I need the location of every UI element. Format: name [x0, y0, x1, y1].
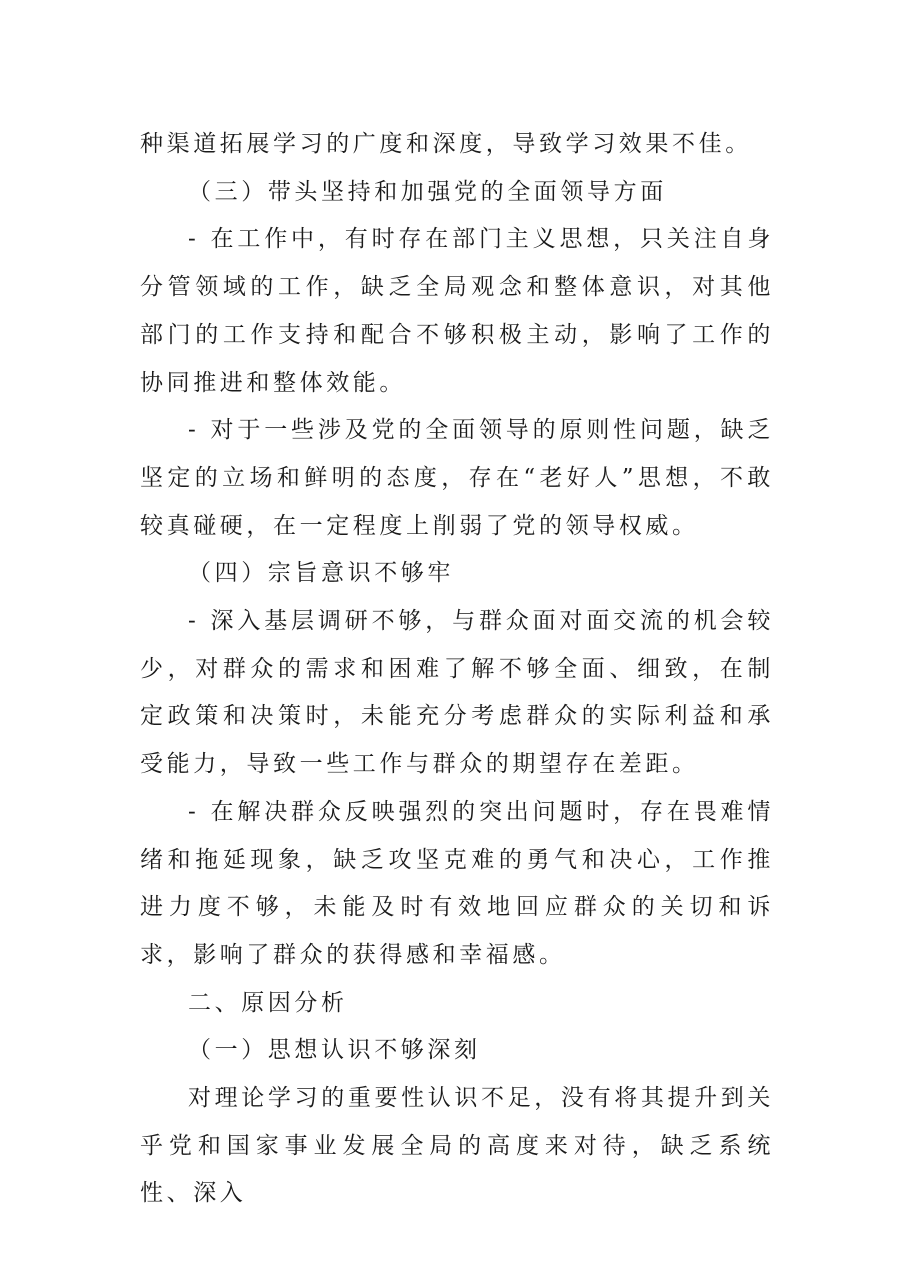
bullet-paragraph: - 在解决群众反映强烈的突出问题时，存在畏难情绪和拖延现象，缺乏攻坚克难的勇气和决心，工作推进力度不够，未能及时有效地回应群众的关切和诉求，影响了群众的获得感和幸福感。: [140, 798, 774, 968]
section-heading-4: （四）宗旨意识不够牢: [188, 560, 454, 587]
paragraph-continuation: 种渠道拓展学习的广度和深度，导致学习效果不佳。: [140, 131, 752, 157]
document-body: [140, 121, 774, 1218]
chapter-heading: 二、原因分析: [188, 989, 348, 1016]
section-heading-1: （一）思想认识不够深刻: [188, 1037, 481, 1064]
body-paragraph: 对理论学习的重要性认识不足，没有将其提升到关乎党和国家事业发展全局的高度来对待，缺乏系统性、深入: [140, 1085, 774, 1207]
bullet-paragraph: - 在工作中，有时存在部门主义思想，只关注自身分管领域的工作，缺乏全局观念和整体意识，对其他部门的工作支持和配合不够积极主动，影响了工作的协同推进和整体效能。: [140, 226, 774, 396]
bullet-paragraph: - 深入基层调研不够，与群众面对面交流的机会较少，对群众的需求和困难了解不够全面、细致，在制定政策和决策时，未能充分考虑群众的实际利益和承受能力，导致一些工作与群众的期望存在差距。: [140, 608, 774, 778]
section-heading-3: （三）带头坚持和加强党的全面领导方面: [188, 178, 667, 205]
bullet-paragraph: - 对于一些涉及党的全面领导的原则性问题，缺乏坚定的立场和鲜明的态度，存在“老好人”思想，不敢较真碰硬，在一定程度上削弱了党的领导权威。: [140, 417, 774, 539]
